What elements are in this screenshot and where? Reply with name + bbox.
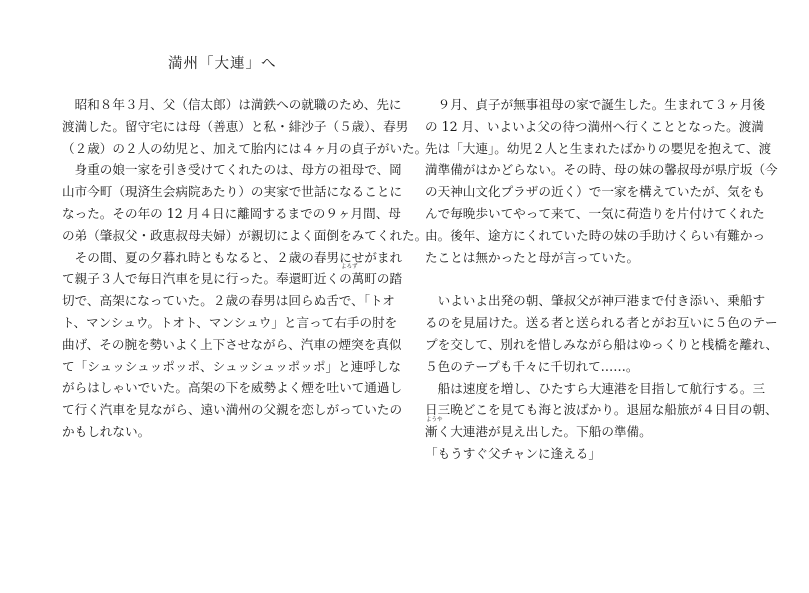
text-line: 船は速度を増し、ひたすら大連港を目指して航行する。三	[425, 380, 766, 396]
text-line: 日三晩どこを見ても海と波ばかり。退屈な船旅が４日目の朝、	[425, 402, 778, 418]
text-line: 「もうすぐ父チャンに逢える」	[425, 445, 601, 461]
text-line: 身重の娘一家を引き受けてくれたのは、母方の祖母で、岡	[62, 162, 402, 178]
text-line: て親子３人で毎日汽車を見に行った。奉還町近くの萬町の踏	[62, 271, 403, 287]
text-line-with-ruby	[62, 264, 403, 290]
text-line: 由。後年、途方にくれていた時の妹の手助けくらい有難かっ	[425, 227, 766, 243]
text-line: て「シュッシュッポッポ、シュッシュッポッポ」と連呼しな	[62, 358, 402, 374]
right-column	[425, 94, 779, 465]
ruby-annotation: ようや	[426, 417, 443, 424]
text-line: るのを見届けた。送る者と送られる者とがお互いに５色のテー	[425, 315, 778, 331]
text-line: なった。その年の 12 月４日に離岡するまでの９ヶ月間、母	[62, 205, 401, 221]
text-line: の 12 月、いよいよ父の待つ満州へ行くこととなった。渡満	[425, 118, 764, 134]
text-line: の弟（肇叔父・政恵叔母夫婦）が親切によく面倒をみてくれた。	[62, 227, 428, 243]
left-column	[62, 94, 428, 443]
paragraph-gap	[425, 268, 771, 290]
page-title: 満州「大連」へ	[168, 56, 277, 72]
text-line: がらはしゃいでいた。高架の下を威勢よく煙を吐いて通過し	[62, 380, 403, 396]
text-line: （２歳）の２人の幼児と、加えて胎内には４ヶ月の貞子がいた。	[62, 140, 428, 156]
text-line: 昭和８年３月、父（信太郎）は満鉄への就職のため、先に	[62, 97, 402, 112]
text-line: 先は「大連」。幼児２人と生まれたばかりの嬰児を抱えて、渡	[425, 140, 772, 156]
text-line: かもしれない。	[62, 423, 151, 439]
text-line: いよいよ出発の朝、肇叔父が神戸港まで付き添い、乗船す	[425, 293, 766, 309]
text-line: 切で、高架になっていた。２歳の春男は回らぬ舌で、「トオ	[62, 293, 395, 309]
text-line: ９月、貞子が無事祖母の家で誕生した。生まれて３ヶ月後	[425, 97, 766, 112]
text-line: ５色のテープも千々に千切れて……。	[425, 358, 639, 374]
text-line: 山市今町（現済生会病院あたり）の実家で世話になることに	[62, 184, 403, 200]
text-line: んで毎晩歩いてやって来て、一気に荷造りを片付けてくれた	[425, 205, 765, 221]
text-line: の天神山文化プラザの近く）で一家を構えていたが、気をも	[425, 184, 766, 200]
text-line: 曲げ、その腕を勢いよく上下させながら、汽車の煙突を真似	[62, 336, 402, 352]
text-line: ト、マンシュウ。トオト、マンシュウ」と言って右手の肘を	[62, 314, 398, 330]
text-line-with-ruby	[425, 417, 771, 443]
text-line: プを交して、別れを惜しみながら船はゆっくりと桟橋を離れ、	[425, 336, 779, 352]
text-line: て行く汽車を見ながら、遠い満州の父親を恋しがっていたの	[62, 402, 403, 418]
ruby-annotation: よろず	[341, 264, 358, 271]
text-line: 満準備がはかどらない。その時、母の妹の馨叔母が県庁坂（今	[425, 162, 778, 178]
text-line: たことは無かったと母が言っていた。	[425, 249, 640, 265]
text-line: 漸く大連港が見え出した。下船の準備。	[425, 424, 652, 440]
text-line: 渡満した。留守宅には母（善恵）と私・緋沙子（５歳）、春男	[62, 118, 409, 134]
text-line: その間、夏の夕暮れ時ともなると、２歳の春男にせがまれ	[62, 249, 403, 265]
